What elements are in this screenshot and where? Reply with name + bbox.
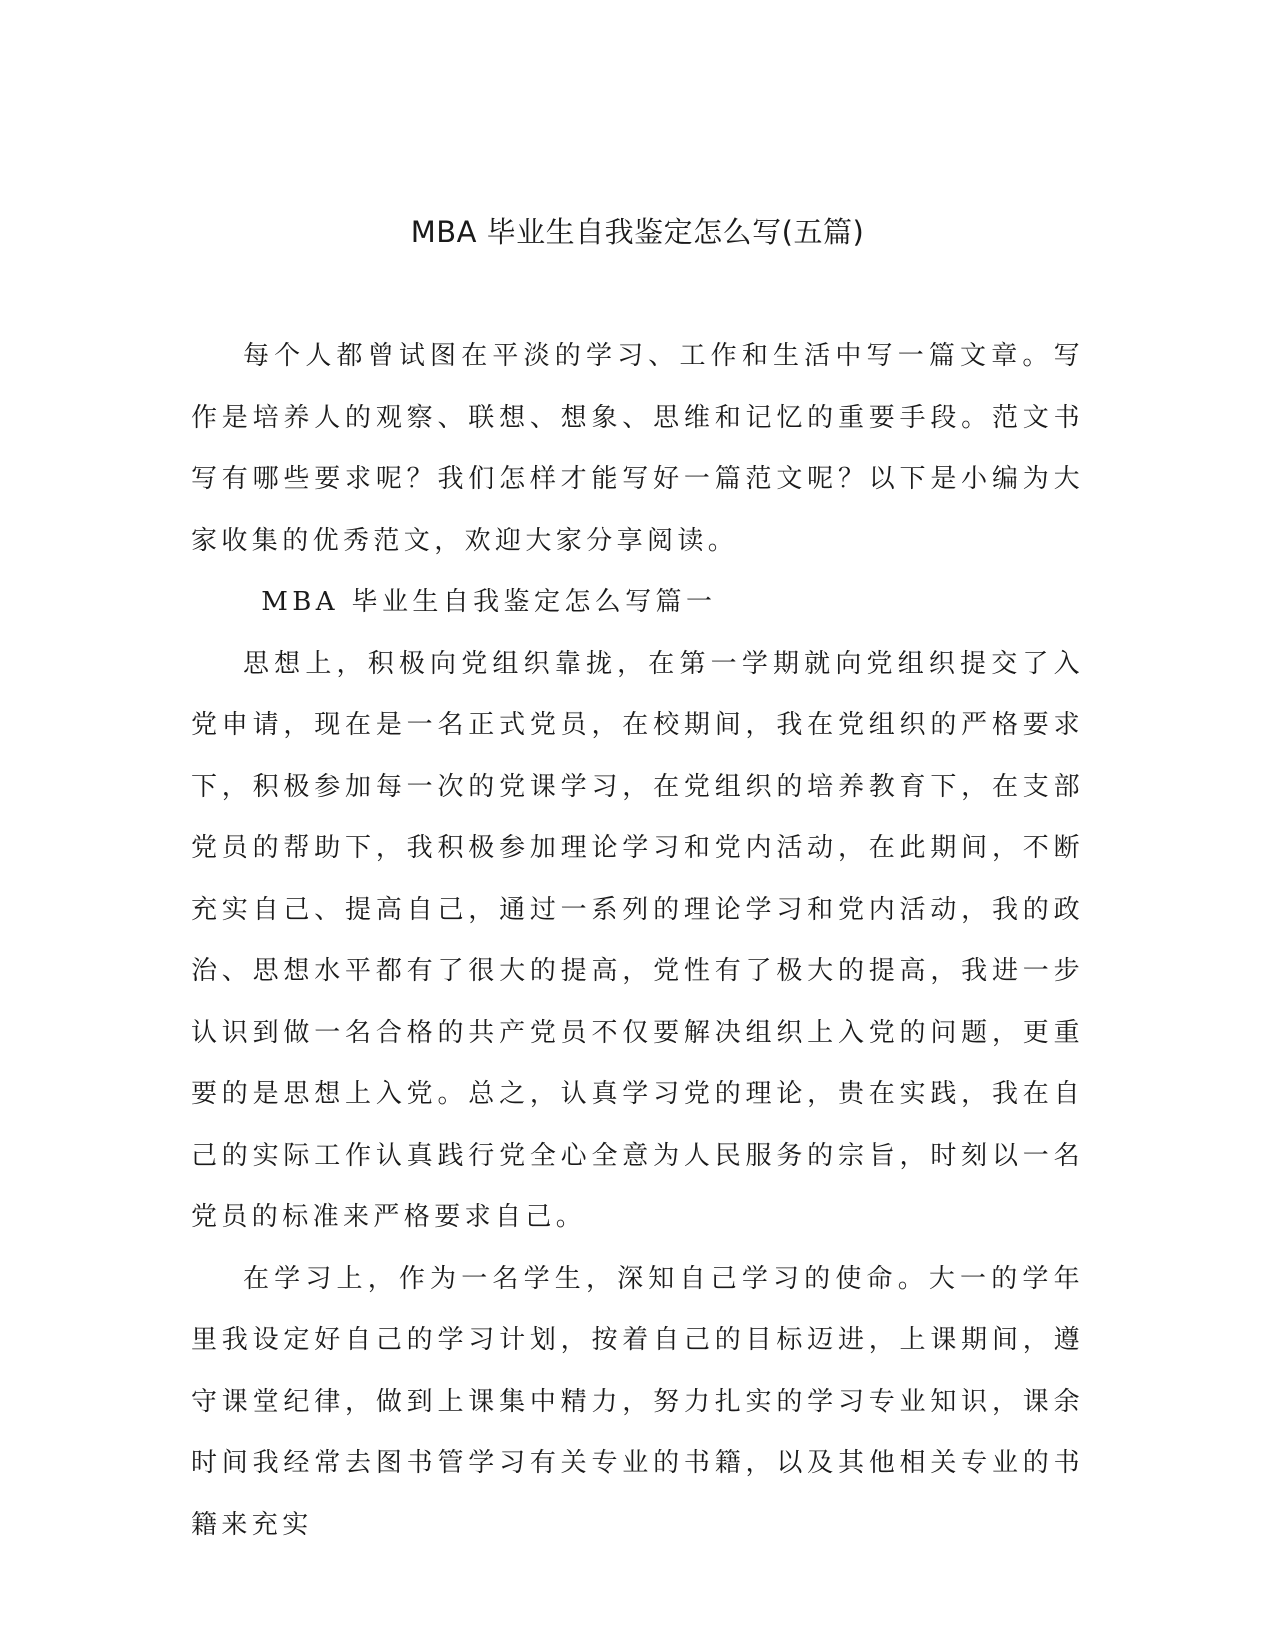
section-heading: MBA 毕业生自我鉴定怎么写篇一 bbox=[261, 587, 717, 617]
body-paragraph: 思想上，积极向党组织靠拢，在第一学期就向党组织提交了入党申请，现在是一名正式党员，在校期间，我在党组织的严格要求下，积极参加每一次的党课学习，在党组织的培养教育下，在支部党员的帮助下，我积极参加理论学习和党内活动，在此期间，不断充实自己、提高自己，通过一系列的理论学习和党内活动，我的政治、思想水平都有了很大的提高，党性有了极大的提高，我进一步认识到做一名合格的共产党员不仅要解决组织上入党的问题，更重要的是思想上入党。总之，认真学习党的理论，贵在实践，我在自己的实际工作认真践行党全心全意为人民服务的宗旨，时刻以一名党员的标准来严格要求自己。 bbox=[191, 648, 1084, 1232]
body-paragraph: 在学习上，作为一名学生，深知自己学习的使命。大一的学年里我设定好自己的学习计划，按着自己的目标迈进，上课期间，遵守课堂纪律，做到上课集中精力，努力扎实的学习专业知识，课余时间我经常去图书管学习有关专业的书籍，以及其他相关专业的书籍来充实 bbox=[191, 1263, 1084, 1540]
document-title: MBA 毕业生自我鉴定怎么写(五篇) bbox=[410, 215, 865, 249]
intro-paragraph: 每个人都曾试图在平淡的学习、工作和生活中写一篇文章。写作是培养人的观察、联想、想象、思维和记忆的重要手段。范文书写有哪些要求呢？我们怎样才能写好一篇范文呢？以下是小编为大家收集的优秀范文，欢迎大家分享阅读。 bbox=[191, 341, 1084, 556]
document-body bbox=[191, 326, 1084, 1556]
